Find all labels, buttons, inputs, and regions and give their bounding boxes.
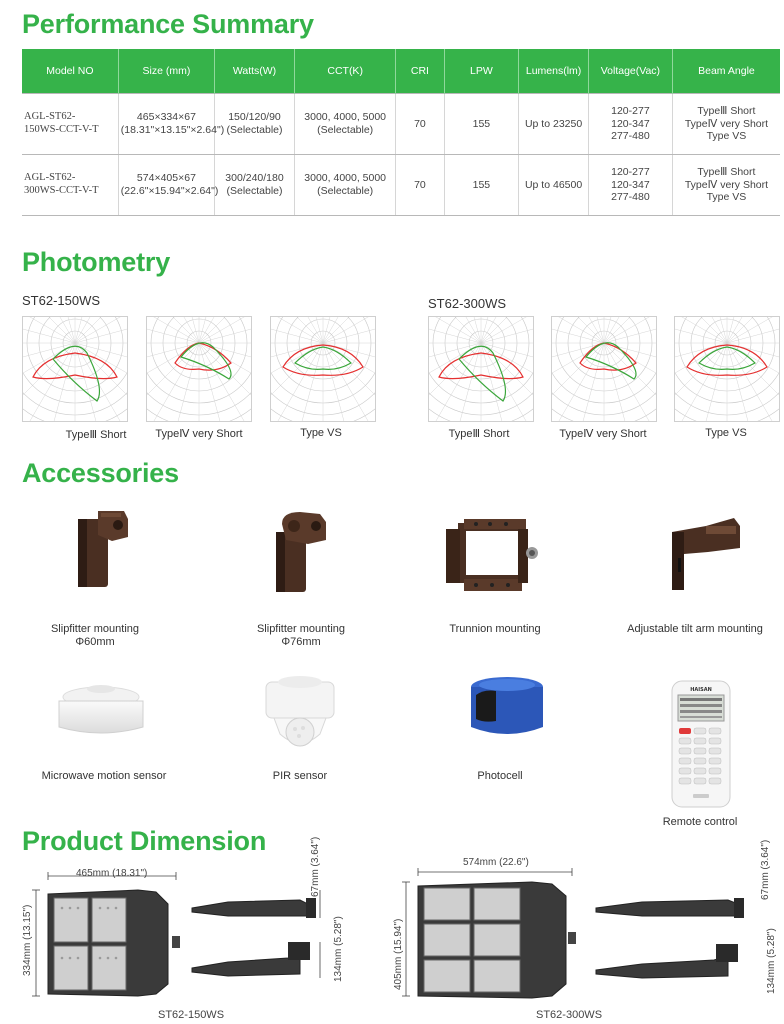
depth-label-150ws: 67mm (3.64") xyxy=(310,836,321,897)
remote-control-image xyxy=(671,680,731,808)
table-cell: Up to 23250 xyxy=(519,94,589,155)
fixture-150ws-side-views xyxy=(188,888,323,988)
product-dimension-heading: Product Dimension xyxy=(22,826,267,856)
table-cell: 465×334×67 (18.31"×13.15"×2.64") xyxy=(118,94,214,155)
polar-diagram xyxy=(270,316,376,422)
accessory-caption: Adjustable tilt arm mounting xyxy=(627,623,763,635)
table-cell: 155 xyxy=(444,94,519,155)
model-cell: AGL-ST62- 150WS-CCT-V-T xyxy=(22,94,118,155)
table-cell: 3000, 4000, 5000 (Selectable) xyxy=(294,94,395,155)
accessory-caption: Microwave motion sensor xyxy=(41,770,167,782)
accessory-caption: PIR sensor xyxy=(272,770,328,782)
photometry-group-title: ST62-300WS xyxy=(428,296,507,311)
column-header: CRI xyxy=(396,49,444,94)
accessory-caption: Slipfitter mounting Φ60mm xyxy=(50,623,140,649)
table-row xyxy=(22,94,780,155)
height-label-150ws: 334mm (13.15") xyxy=(22,904,33,976)
table-cell: 120-277 120-347 277-480 xyxy=(588,94,672,155)
photometry-caption: Type VS xyxy=(705,427,747,439)
pir-sensor-image xyxy=(262,674,338,754)
polar-diagram xyxy=(428,316,534,422)
column-header: Watts(W) xyxy=(215,49,295,94)
model-label-300ws: ST62-300WS xyxy=(536,1009,603,1021)
polar-grid xyxy=(552,317,656,421)
column-header: LPW xyxy=(444,49,519,94)
table-cell: 70 xyxy=(396,94,444,155)
column-header: Voltage(Vac) xyxy=(588,49,672,94)
polar-diagram xyxy=(551,316,657,422)
polar-grid xyxy=(429,317,533,421)
photometry-group-title: ST62-150WS xyxy=(22,293,101,308)
height-label-300ws: 405mm (15.94") xyxy=(393,918,404,990)
trunnion-image xyxy=(440,515,540,600)
table-cell: 155 xyxy=(444,155,519,216)
photometry-caption: TypeⅢ Short xyxy=(65,429,127,441)
accessory-caption: Slipfitter mounting Φ76mm xyxy=(256,623,346,649)
table-cell: TypeⅢ Short TypeⅣ very Short Type VS xyxy=(672,155,780,216)
slipfitter-60-image xyxy=(72,505,134,590)
photocell-image xyxy=(462,675,552,745)
polar-grid xyxy=(675,317,779,421)
table-cell: 70 xyxy=(396,155,444,216)
remote-brand: HAISAN xyxy=(690,687,712,693)
width-label-300ws: 574mm (22.6") xyxy=(463,857,529,868)
column-header: Lumens(lm) xyxy=(519,49,589,94)
photometry-caption: TypeⅢ Short xyxy=(448,428,510,440)
polar-diagram xyxy=(674,316,780,422)
table-cell: TypeⅢ Short TypeⅣ very Short Type VS xyxy=(672,94,780,155)
table-cell: 150/120/90 (Selectable) xyxy=(215,94,295,155)
side-label-150ws: 134mm (5.28") xyxy=(333,916,344,982)
column-header: Model NO xyxy=(22,49,118,94)
column-header: CCT(K) xyxy=(294,49,395,94)
fixture-300ws-front-view xyxy=(392,866,582,1004)
tilt-arm-image xyxy=(668,514,748,594)
polar-grid xyxy=(23,317,127,421)
table-cell: 3000, 4000, 5000 (Selectable) xyxy=(294,155,395,216)
table-header-row xyxy=(22,49,780,94)
fixture-150ws-front-view xyxy=(20,868,180,1008)
polar-diagram xyxy=(22,316,128,422)
photometry-caption: TypeⅣ very Short xyxy=(559,428,647,440)
side-label-300ws: 134mm (5.28") xyxy=(766,928,777,994)
accessory-caption: Trunnion mounting xyxy=(449,623,541,635)
table-cell: 300/240/180 (Selectable) xyxy=(215,155,295,216)
table-cell: 574×405×67 (22.6"×15.94"×2.64") xyxy=(118,155,214,216)
performance-summary-heading: Performance Summary xyxy=(22,9,314,39)
model-label-150ws: ST62-150WS xyxy=(158,1009,225,1021)
photometry-caption: Type VS xyxy=(300,427,342,439)
model-cell: AGL-ST62- 300WS-CCT-V-T xyxy=(22,155,118,216)
accessory-caption: Remote control xyxy=(662,816,738,828)
polar-diagram xyxy=(146,316,252,422)
performance-table xyxy=(22,49,780,216)
column-header: Beam Angle xyxy=(672,49,780,94)
table-cell: Up to 46500 xyxy=(519,155,589,216)
polar-grid xyxy=(271,317,375,421)
accessory-caption: Photocell xyxy=(477,770,523,782)
column-header: Size (mm) xyxy=(118,49,214,94)
polar-grid xyxy=(147,317,251,421)
depth-label-300ws: 67mm (3.64") xyxy=(760,839,771,900)
accessories-heading: Accessories xyxy=(22,458,179,488)
photometry-heading: Photometry xyxy=(22,247,171,277)
table-cell: 120-277 120-347 277-480 xyxy=(588,155,672,216)
fixture-300ws-side-views xyxy=(592,886,752,990)
photometry-caption: TypeⅣ very Short xyxy=(155,428,243,440)
width-label-150ws: 465mm (18.31") xyxy=(76,868,148,879)
microwave-sensor-image xyxy=(55,683,147,741)
slipfitter-76-image xyxy=(272,510,334,595)
table-row xyxy=(22,155,780,216)
